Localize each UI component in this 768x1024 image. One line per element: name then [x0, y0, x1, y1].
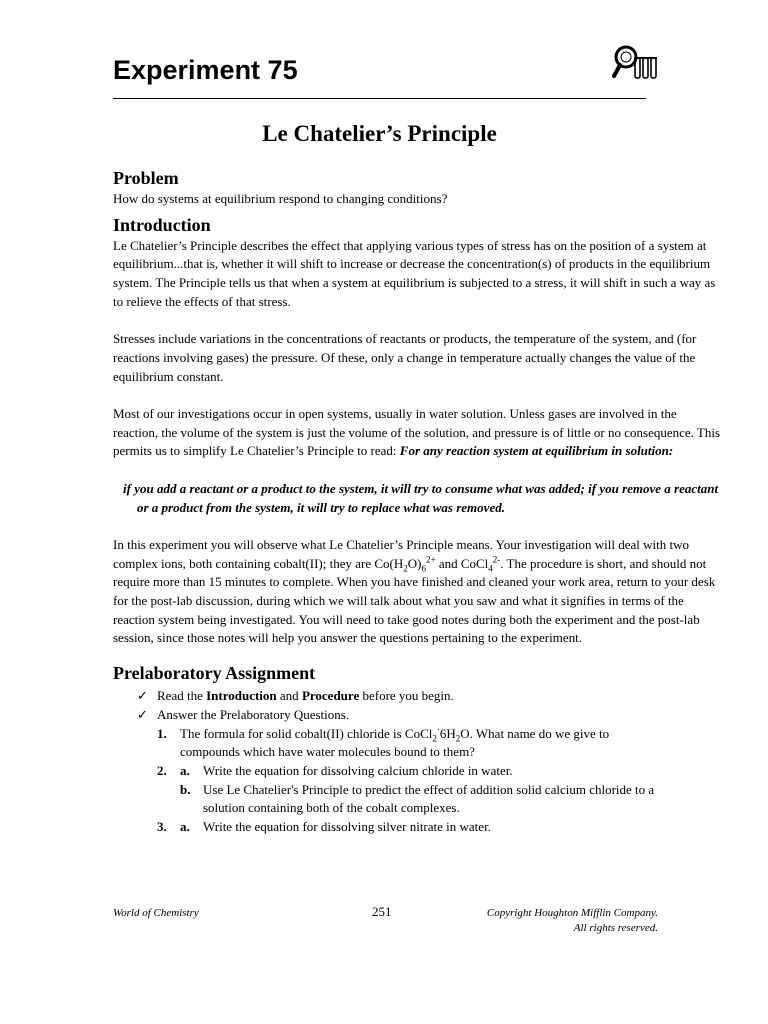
- question-2b-text: Use Le Chatelier's Principle to predict the effect of addition solid calcium chloride to a: [203, 781, 655, 797]
- question-3-number: 3.: [157, 819, 167, 835]
- question-2b-line-2: solution containing both of the cobalt complexes.: [203, 800, 460, 816]
- question-3a-label: a.: [180, 819, 190, 835]
- intro-paragraph-3-emphasis: For any reaction system at equilibrium in solution:: [399, 443, 674, 459]
- page-number: 251: [372, 904, 392, 919]
- intro-paragraph-3-text: Most of our investigations occur in open systems, usually in water solution. Unless gases are involved in the reaction, the volume of the system is just the volume of the solution, and pressure is of little or no consequence. This permits us to simplify Le Chatelier’s Principle to read:: [113, 406, 721, 459]
- q1-pre: The formula for solid cobalt(II) chloride is CoCl: [180, 725, 433, 741]
- question-2b: [113, 781, 723, 800]
- question-3a: [113, 818, 723, 837]
- experiment-title: Experiment 75: [113, 55, 298, 85]
- intro-paragraph-2: Stresses include variations in the concentrations of reactants or products, the temperature of the system, and (for reactions involving gases) the pressure. Of these, only a change in temperature actually changes the value of the equilibrium constant.: [113, 331, 697, 384]
- footer-copyright: [487, 906, 658, 936]
- p4-sub-2: 2: [403, 563, 408, 574]
- prelab-heading: Prelaboratory Assignment: [113, 663, 316, 684]
- intro-paragraph-4: [113, 536, 723, 648]
- magnifier-test-tubes-icon: [612, 44, 660, 82]
- check1-pre: Read the: [157, 688, 207, 704]
- question-3a-text: Write the equation for dissolving silver nitrate in water.: [203, 819, 491, 835]
- introduction-heading: Introduction: [113, 214, 211, 235]
- intro-paragraph-1: Le Chatelier’s Principle describes the effect that applying various types of stress has on the position of a system at equilibrium...that is, whether it will shift to increase or decrease the concentration(s) of products in the equilibrium system. The Principle tells us that when a system at equilibrium is subjected to a stress, it will shift in such a way as to relieve the effects of that stress.: [113, 237, 716, 309]
- check2-text: Answer the Prelaboratory Questions.: [157, 706, 350, 722]
- check1-post: before you begin.: [359, 688, 454, 704]
- problem-heading: Problem: [113, 168, 179, 188]
- q1-sub-2b: 2: [455, 733, 461, 744]
- question-2a-label: a.: [180, 762, 190, 778]
- title-divider: [113, 98, 646, 99]
- question-2b-label: b.: [180, 781, 191, 797]
- p4-text-2: . The procedure is short, and should not require more than 15 minutes to complete. When you have finished and cleaned your work area, return to your desk for the post-lab discussion, during which we will talk about what you saw and what it signifies in terms of the reaction system being investigated. You will need to take good notes during both the experiment and the post-lab session, since those notes will help you answer the questions pertaining to the experiment.: [113, 555, 716, 646]
- q1-sub-2: 2: [432, 733, 437, 744]
- problem-section: [113, 166, 723, 209]
- introduction-section: [113, 213, 723, 648]
- check1-mid: and: [276, 688, 302, 704]
- q1-dot: ·: [436, 724, 440, 735]
- question-2a: [113, 762, 723, 781]
- p4-o: O): [407, 555, 422, 571]
- p4-sub-6: 6: [421, 563, 426, 574]
- prelab-section: [113, 661, 723, 837]
- q1-line1-end: O. What name do we give to: [460, 725, 610, 741]
- problem-text: How do systems at equilibrium respond to changing conditions?: [113, 191, 448, 206]
- page-footer: [113, 904, 658, 938]
- check-mark-icon: ✓: [137, 688, 148, 704]
- copyright-line-2: All rights reserved.: [573, 922, 658, 934]
- q1-mid: 6H: [439, 725, 456, 741]
- prelab-checklist: [113, 687, 723, 724]
- question-1-number: 1.: [157, 725, 167, 741]
- p4-text-1: In this experiment you will observe what Le Chatelier’s Principle means. Your investigation will deal with two complex ions, both containing cobalt(II); they are Co(H: [113, 536, 689, 571]
- question-2a-text: Write the equation for dissolving calcium chloride in water.: [203, 762, 513, 778]
- question-1-line-2: compounds which have water molecules bound to them?: [180, 744, 475, 760]
- p4-sup-2minus: 2-: [492, 554, 501, 565]
- document-body: [113, 166, 723, 837]
- check1-introduction: Introduction: [206, 688, 277, 704]
- p4-and: and CoCl: [435, 555, 489, 571]
- checklist-item-answer: [137, 706, 723, 725]
- intro-paragraph-3: [113, 405, 723, 461]
- question-1: [113, 725, 723, 744]
- p4-sub-4: 4: [488, 563, 493, 574]
- principle-quote: if you add a reactant or a product to the system, it will try to consume what was added; if you remove a reactant or a product from the system, it will try to replace what was removed.: [123, 480, 719, 515]
- footer-book-title: World of Chemistry: [113, 907, 199, 919]
- main-title: Le Chatelier’s Principle: [262, 121, 497, 146]
- check1-procedure: Procedure: [301, 688, 360, 704]
- p4-sup-2plus: 2+: [425, 554, 436, 565]
- checklist-item-read: [137, 687, 723, 706]
- question-2-number: 2.: [157, 762, 167, 778]
- copyright-line-1: Copyright Houghton Mifflin Company.: [486, 907, 658, 919]
- check-mark-icon: ✓: [137, 706, 148, 722]
